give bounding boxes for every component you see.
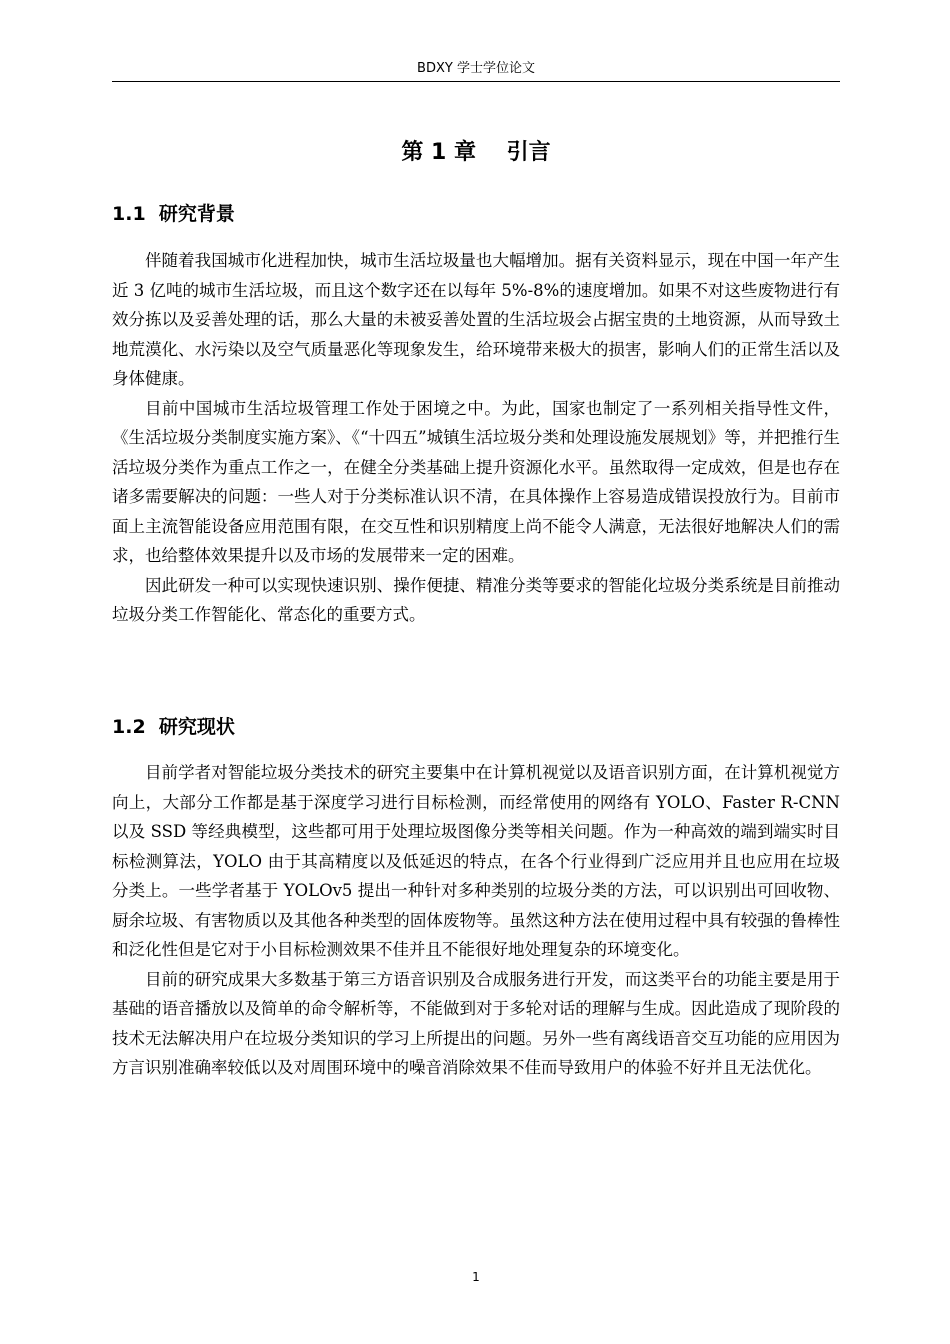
running-header: BDXY 学士学位论文 xyxy=(417,61,535,76)
paragraph: 伴随着我国城市化进程加快，城市生活垃圾量也大幅增加。据有关资料显示，现在中国一年产生近 3 亿吨的城市生活垃圾，而且这个数字还在以每年 5%-8%的速度增加。如果不对这些废物进行有效分拣以及妥善处理的话，那么大量的未被妥善处置的生活垃圾会占据宝贵的土地资源，从而导致土地荒漠化、水污染以及空气质量恶化等现象发生，给环境带来极大的损害，影响人们的正常生活以及身体健康。 xyxy=(112,251,840,388)
section-heading-research-status: 1.2 研究现状 xyxy=(112,716,235,738)
page-number: 1 xyxy=(472,1270,480,1284)
paragraph: 因此研发一种可以实现快速识别、操作便捷、精准分类等要求的智能化垃圾分类系统是目前推动垃圾分类工作智能化、常态化的重要方式。 xyxy=(112,575,840,624)
paragraph: 目前学者对智能垃圾分类技术的研究主要集中在计算机视觉以及语音识别方面，在计算机视觉方向上，大部分工作都是基于深度学习进行目标检测，而经常使用的网络有 YOLO、Faster R-CNN 以及 SSD 等经典模型，这些都可用于处理垃圾图像分类等相关问题。作为一种高效的端到端实时目标检测算法，YOLO 由于其高精度以及低延迟的特点，在各个行业得到广泛应用并且也应用在垃圾分类上。一些学者基于 YOLOv5 提出一种针对多种类别的垃圾分类的方法，可以识别出可回收物、厨余垃圾、有害物质以及其他各种类型的固体废物等。虽然这种方法在使用过程中具有较强的鲁棒性和泛化性但是它对于小目标检测效果不佳并且不能很好地处理复杂的环境变化。 xyxy=(112,763,840,959)
chapter-title: 第 1 章 引言 xyxy=(401,140,551,165)
section-heading-research-background: 1.1 研究背景 xyxy=(112,203,235,225)
paragraph: 目前的研究成果大多数基于第三方语音识别及合成服务进行开发，而这类平台的功能主要是用于基础的语音播放以及简单的命令解析等，不能做到对于多轮对话的理解与生成。因此造成了现阶段的技术无法解决用户在垃圾分类知识的学习上所提出的问题。另外一些有离线语音交互功能的应用因为方言识别准确率较低以及对周围环境中的噪音消除效果不佳而导致用户的体验不好并且无法优化。 xyxy=(112,969,840,1077)
paragraph: 目前中国城市生活垃圾管理工作处于困境之中。为此，国家也制定了一系列相关指导性文件，《生活垃圾分类制度实施方案》、《“十四五”城镇生活垃圾分类和处理设施发展规划》等，并把推行生活垃圾分类作为重点工作之一，在健全分类基础上提升资源化水平。虽然取得一定成效，但是也存在诸多需要解决的问题：一些人对于分类标准认识不清，在具体操作上容易造成错误投放行为。目前市面上主流智能设备应用范围有限，在交互性和识别精度上尚不能令人满意，无法很好地解决人们的需求，也给整体效果提升以及市场的发展带来一定的困难。 xyxy=(112,398,840,565)
section-body-research-status xyxy=(112,758,840,1083)
section-body-research-background xyxy=(112,246,840,630)
header-rule xyxy=(112,81,840,82)
